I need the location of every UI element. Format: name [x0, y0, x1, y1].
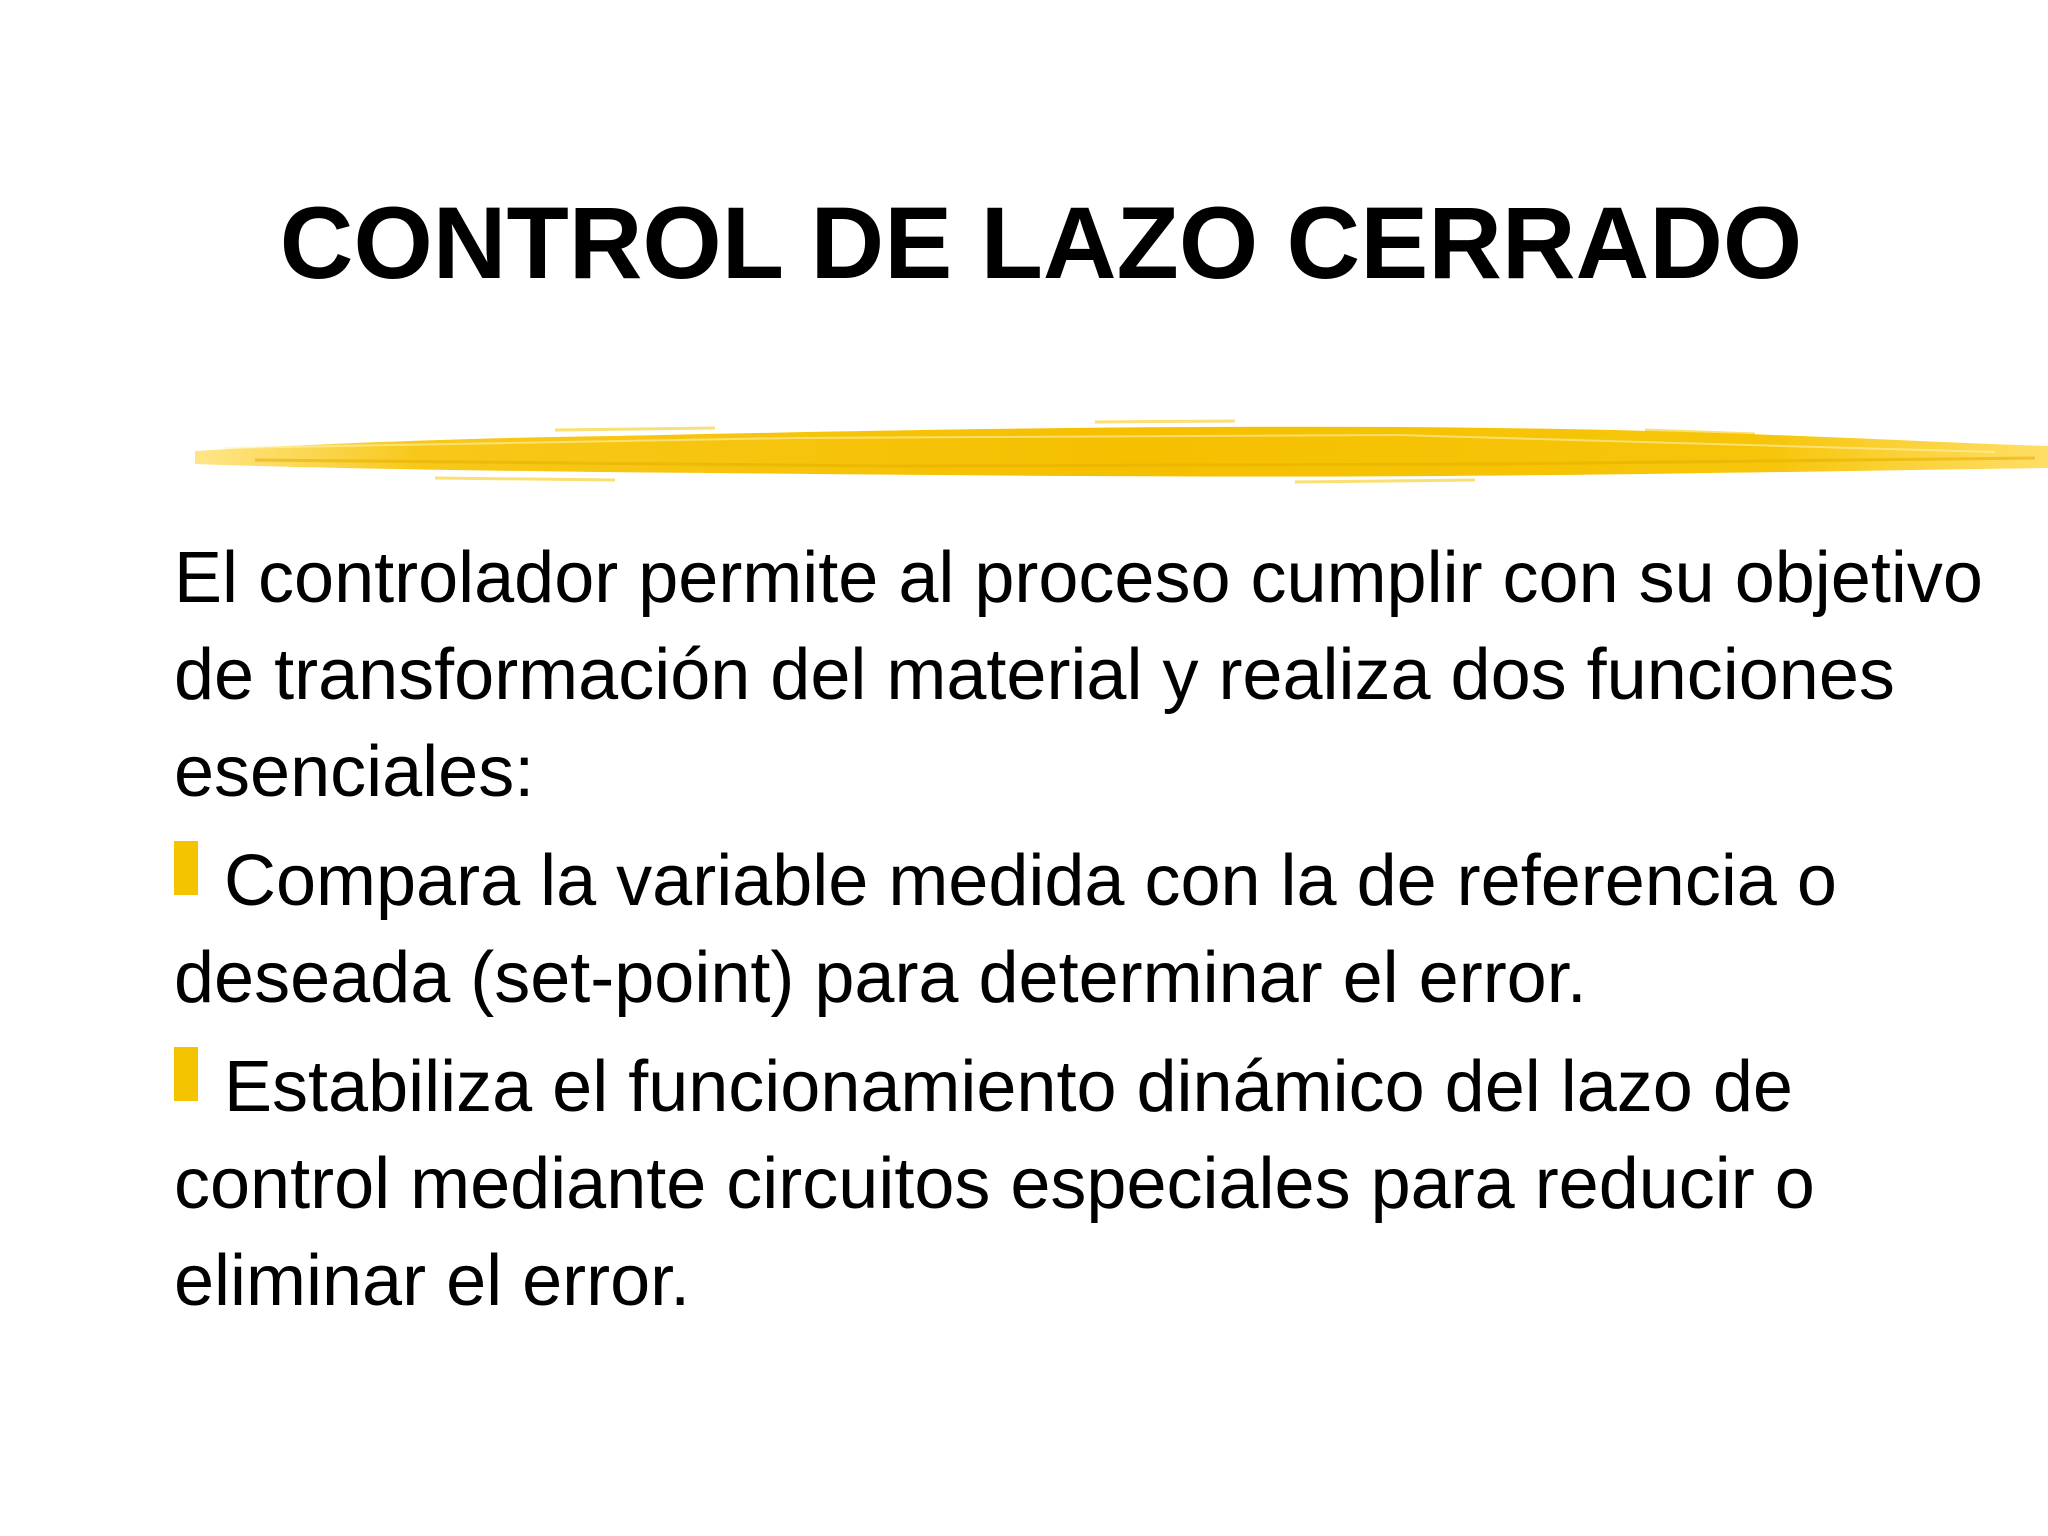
- bullet-text: Estabiliza el funcionamiento dinámico del lazo de control mediante circuitos especiales para reducir o eliminar el error.: [174, 1047, 1815, 1321]
- yellow-bar-icon: [174, 1029, 198, 1083]
- yellow-bar-icon: [174, 823, 198, 877]
- slide-body: [174, 530, 2004, 1342]
- bullet-item-compare: [174, 833, 2004, 1027]
- slide-title: CONTROL DE LAZO CERRADO: [279, 186, 1803, 300]
- intro-paragraph: El controlador permite al proceso cumplir con su objetivo de transformación del material y realiza dos funciones esenciales:: [174, 538, 1983, 812]
- brush-stroke-divider: [195, 408, 2048, 498]
- bullet-text: Compara la variable medida con la de referencia o deseada (set-point) para determinar el error.: [174, 841, 1837, 1018]
- bullet-item-stabilize: [174, 1039, 2004, 1330]
